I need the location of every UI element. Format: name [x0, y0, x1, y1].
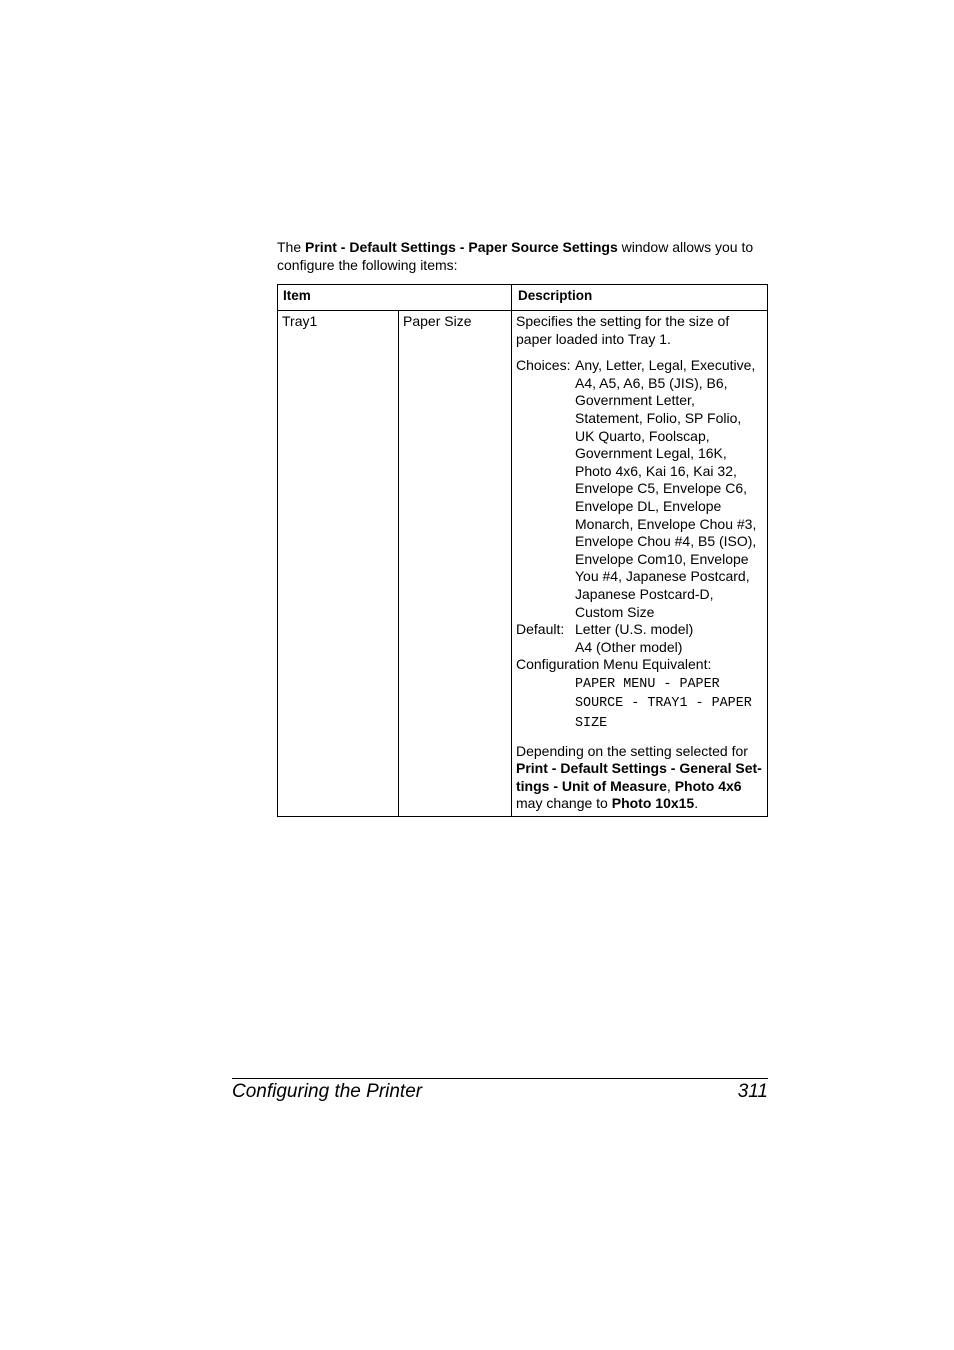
default-label: Default:: [516, 621, 565, 638]
header-description: Description: [512, 285, 768, 311]
page-number: 311: [737, 1081, 768, 1102]
choices-label: Choices:: [516, 357, 571, 374]
intro-text-pre: The: [277, 239, 306, 255]
table-header-row: [278, 285, 768, 311]
description-note: [516, 743, 764, 813]
note-bold-setting-path: Print - Default Settings - General Set-tings - Unit of Measure: [516, 760, 762, 794]
note-text-1: Depending on the setting selected for: [516, 742, 748, 759]
intro-window-name: Print - Default Settings - Paper Source Settings: [305, 239, 618, 255]
intro-text-post: window allows you to configure the following items:: [277, 239, 754, 273]
default-other-value: A4 (Other model): [575, 638, 683, 655]
settings-table: [277, 284, 768, 817]
choices-row: [516, 357, 764, 621]
cell-description: [512, 311, 768, 817]
note-bold-photo-10x15: Photo 10x15: [611, 795, 695, 812]
default-us-value: Letter (U.S. model): [575, 621, 694, 638]
default-row: [516, 621, 764, 639]
config-value: PAPER MENU - PAPER SOURCE - TRAY1 - PAPER SIZE: [575, 676, 752, 732]
footer-title: Configuring the Printer: [232, 1081, 423, 1102]
footer-divider: [232, 1078, 768, 1079]
cell-sub-item: Paper Size: [399, 311, 512, 817]
config-label: Configuration Menu Equivalent:: [516, 656, 712, 673]
note-text-3: may change to: [516, 795, 612, 812]
intro-paragraph: [277, 238, 772, 274]
choices-value: Any, Letter, Legal, Executive, A4, A5, A6, B5 (JIS), B6, Government Letter, Statement, Folio, SP Folio, UK Quarto, Foolscap, Government Legal, 16K, Photo 4x6, Kai 16, Kai 32, Envelope C5, Envelope C6, Envelope DL, Envelope Monarch, Envelope Chou #3, Envelope Chou #4, B5 (ISO), Envelope Com10, Envelope You #4, Japanese Postcard, Japanese Postcard-D, Custom Size: [575, 357, 757, 620]
table-row: [278, 311, 768, 817]
note-text-4: .: [694, 795, 699, 812]
description-summary: Specifies the setting for the size of paper loaded into Tray 1.: [516, 313, 730, 347]
header-item: Item: [278, 285, 512, 311]
note-bold-photo-4x6: Photo 4x6: [674, 777, 742, 794]
cell-item: Tray1: [278, 311, 399, 817]
note-text-2: ,: [666, 777, 675, 794]
